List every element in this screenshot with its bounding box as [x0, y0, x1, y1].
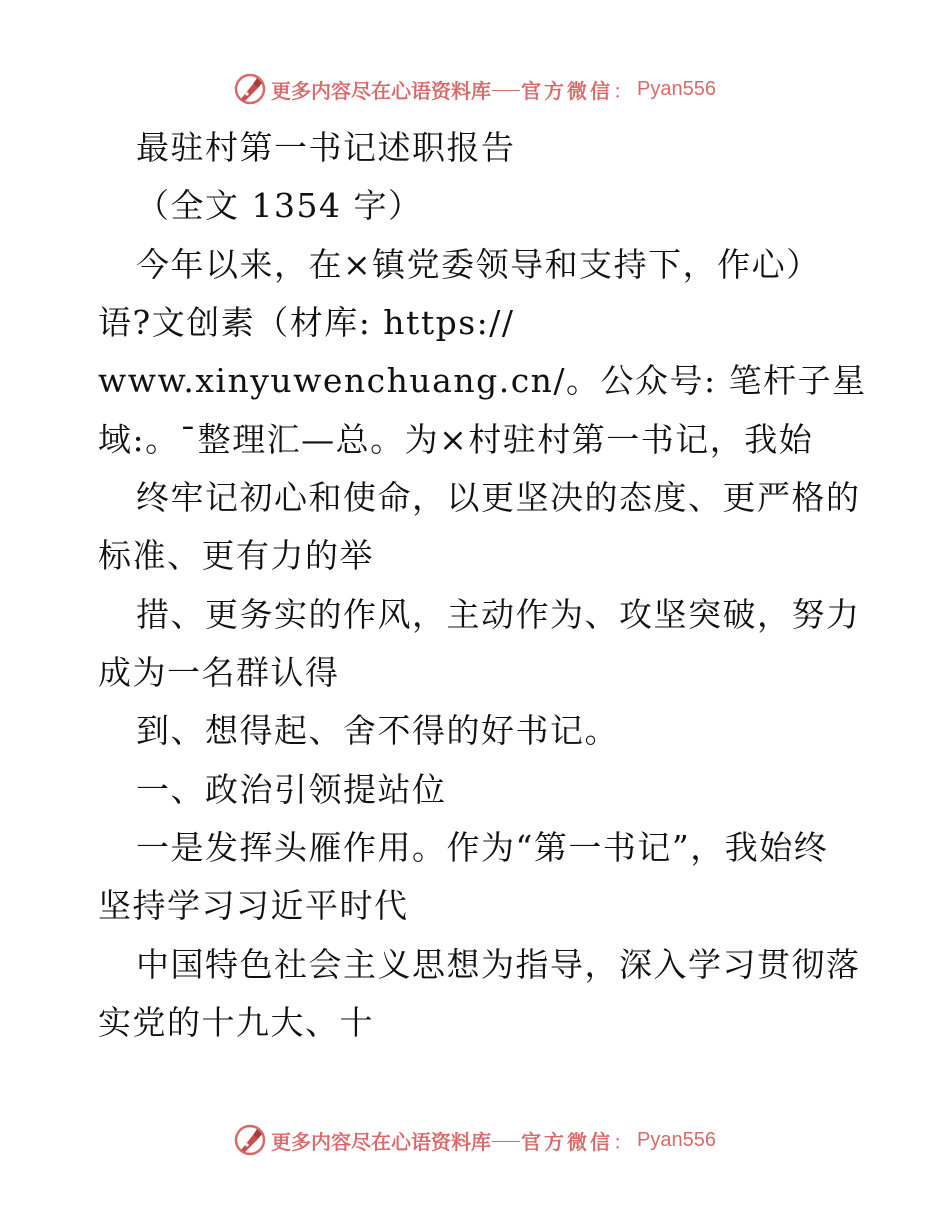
pen-nib-logo-icon — [233, 72, 267, 106]
header-banner — [233, 72, 716, 106]
footer-banner-title: 更多内容尽在心语资料库 — [271, 1129, 491, 1154]
footer-banner-dash — [492, 1141, 520, 1142]
footer-banner — [233, 1123, 716, 1157]
header-banner-colon: ： — [613, 78, 633, 103]
footer-banner-colon: ： — [613, 1129, 633, 1154]
section-heading: 一、政治引领提站位 — [136, 770, 447, 809]
pen-nib-logo-icon — [233, 1123, 267, 1157]
paragraph-line: 实党的十九大、十 — [98, 1003, 374, 1042]
header-banner-title: 更多内容尽在心语资料库 — [271, 78, 491, 103]
footer-banner-wechat-id: Pyan556 — [637, 1128, 716, 1151]
paragraph-line: 中国特色社会主义思想为指导，深入学习贯彻落 — [136, 945, 861, 984]
paragraph-line: 坚持学习习近平时代 — [98, 886, 409, 925]
paragraph-line: 今年以来，在×镇党委领导和支持下，作心） — [136, 245, 821, 284]
document-title: 最驻村第一书记述职报告 — [136, 128, 516, 167]
paragraph-line: 到、想得起、舍不得的好书记。 — [136, 711, 619, 750]
footer-banner-wechat-label: 官方微信 — [521, 1129, 613, 1154]
paragraph-line: 语?文创素（材库: https:// — [98, 303, 515, 342]
paragraph-line: 措、更务实的作风，主动作为、攻坚突破，努力 — [136, 595, 861, 634]
paragraph-line: 标准、更有力的举 — [98, 536, 374, 575]
header-banner-wechat-label: 官方微信 — [521, 78, 613, 103]
header-banner-dash — [492, 90, 520, 91]
paragraph-line: www.xinyuwenchuang.cn/。公众号: 笔杆子星 — [98, 361, 867, 400]
paragraph-line: 成为一名群认得 — [98, 653, 340, 692]
header-banner-wechat-id: Pyan556 — [637, 77, 716, 100]
paragraph-line: 域:。¯整理汇—总。为×村驻村第一书记，我始 — [98, 420, 814, 459]
paragraph-line: 终牢记初心和使命，以更坚决的态度、更严格的 — [136, 478, 861, 517]
word-count: （全文 1354 字） — [136, 186, 423, 225]
paragraph-line: 一是发挥头雁作用。作为“第一书记”，我始终 — [136, 828, 829, 867]
